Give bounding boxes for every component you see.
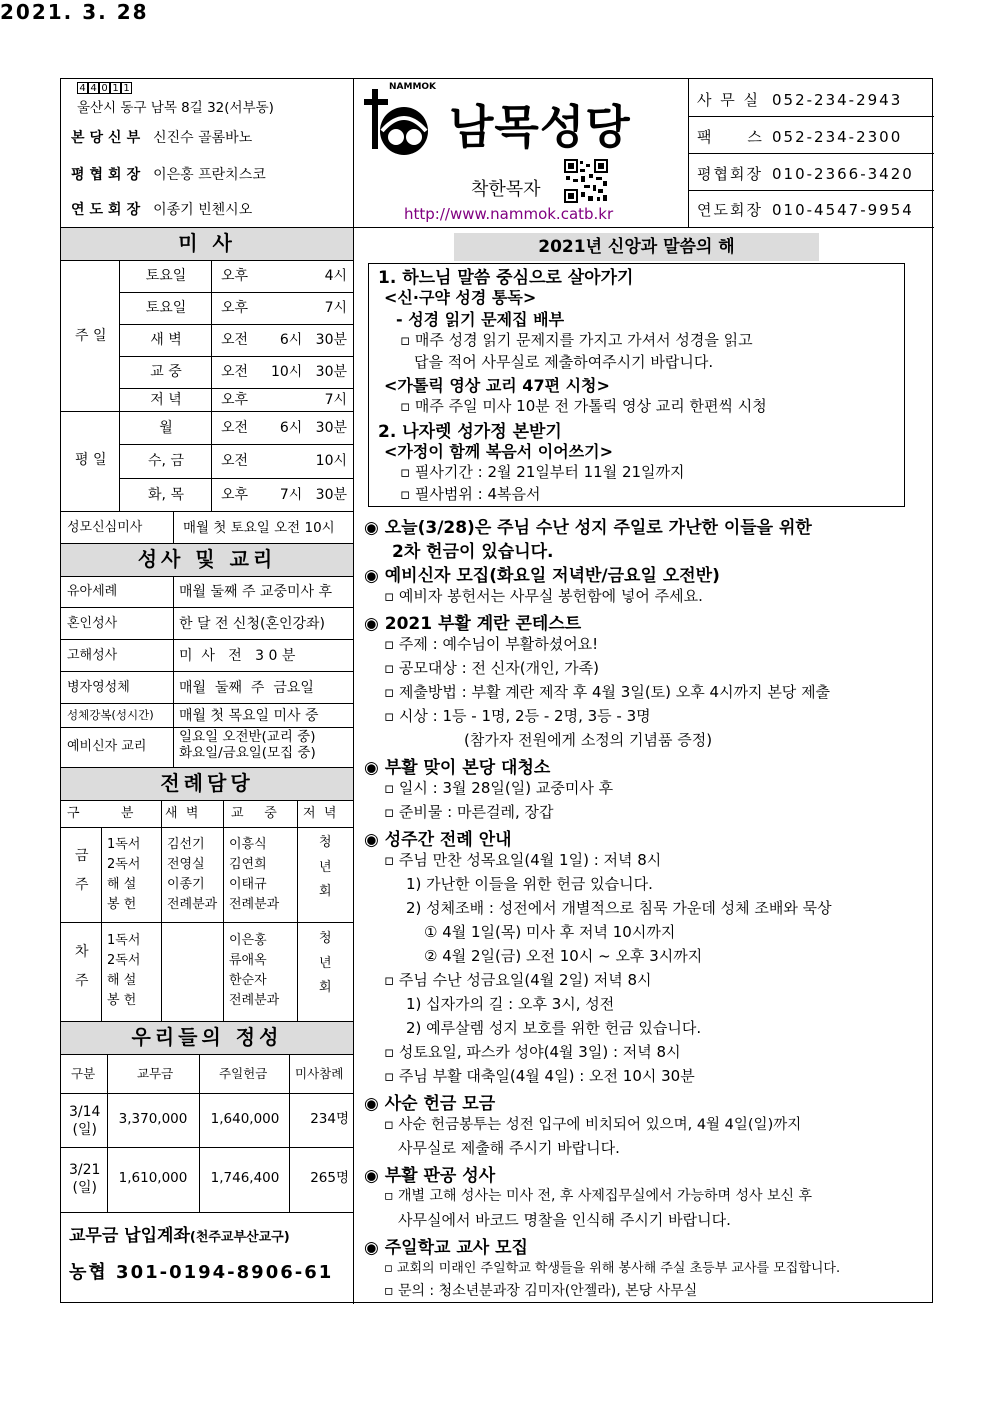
offering-header: 구분 (71, 1066, 96, 1081)
council-label: 평협회장 (71, 167, 146, 183)
notice-line: 2) 성체조배 : 성전에서 개별적으로 침묵 가운데 성체 조배와 묵상 (406, 899, 832, 917)
liturgy-role: 2독서 (107, 857, 141, 872)
notice-line: 2) 예루살렘 성지 보호를 위한 헌금 있습니다. (406, 1019, 702, 1037)
mass-time: 7시 (324, 392, 347, 408)
contact-value: 010-4547-9954 (772, 201, 914, 219)
next-week-evening: 청 년 회 (319, 931, 332, 996)
box-line: 2. 나자렛 성가정 본받기 (378, 422, 562, 442)
notice-line: ▫ 주님 수난 성금요일(4월 2일) 저녁 8시 (384, 971, 652, 989)
left-column (61, 227, 354, 1304)
contact-info (689, 79, 934, 227)
zip-digit: 1 (121, 82, 132, 94)
liturgy-role: 1독서 (107, 933, 141, 948)
sunday-label: 주 일 (75, 328, 107, 344)
mass-time: 7시 30분 (279, 487, 347, 503)
notice-line: ▫ 주님 부활 대축일(4월 4일) : 오전 10시 30분 (384, 1067, 695, 1085)
zip-digit: 4 (88, 82, 99, 94)
zip-digit: 0 (99, 82, 110, 94)
notice-line: ▫ 교회의 미래인 주일학교 학생들을 위해 봉사해 주실 초등부 교사를 모집합니다. (384, 1261, 841, 1276)
liturgy-header: 저 녁 (303, 806, 337, 821)
notice-line: ▫ 시상 : 1등 - 1명, 2등 - 2명, 3등 - 3명 (384, 707, 651, 725)
zip-digit: 4 (77, 82, 88, 94)
mass-ampm: 오후 (221, 268, 249, 284)
mass-day: 월 (159, 420, 173, 436)
box-line: <가톨릭 영상 교리 47편 시청> (384, 376, 610, 395)
pastor-name: 신진수 골롬바노 (153, 130, 253, 146)
mass-day: 화, 목 (148, 487, 184, 503)
notice-line: 사무실에서 바코드 명찰을 인식해 주시기 바랍니다. (398, 1211, 731, 1229)
mass-time: 4시 (324, 268, 347, 284)
box-line: <신·구약 성경 통독> (384, 288, 537, 307)
qr-code-icon (564, 159, 608, 203)
box-line: ▫ 매주 성경 읽기 문제지를 가지고 가셔서 성경을 읽고 (400, 331, 753, 349)
mass-time: 6시 30분 (279, 420, 347, 436)
offering-attendance: 234명 (310, 1111, 349, 1127)
parish-logo-block (354, 79, 689, 227)
mass-ampm: 오전 (221, 420, 249, 436)
notice-line: ▫ 성토요일, 파스카 성야(4월 3일) : 저녁 8시 (384, 1043, 681, 1061)
contact-value: 010-2366-3420 (772, 165, 914, 183)
right-column (354, 227, 934, 1304)
contact-value: 052-234-2300 (772, 128, 903, 146)
website-link[interactable]: http://www.nammok.catb.kr (404, 205, 614, 223)
notice-line: ▫ 예비자 봉헌서는 사무실 봉헌함에 넣어 주세요. (384, 587, 703, 605)
box-line: <가정이 함께 복음서 이어쓰기> (384, 442, 613, 461)
bulletin-frame (60, 78, 933, 1303)
offering-attendance: 265명 (310, 1170, 349, 1186)
liturgy-role: 2독서 (107, 953, 141, 968)
notice-line: ① 4월 1일(목) 미사 후 저녁 10시까지 (424, 923, 676, 941)
sacrament-value: 매월 둘째 주 교중미사 후 (179, 584, 333, 600)
catechumen-class-1: 일요일 오전반(교리 중) (179, 729, 316, 745)
offering-title: 우리들의 정성 (61, 1021, 353, 1055)
mass-day: 새 벽 (150, 332, 182, 348)
offering-header: 미사참례 (295, 1066, 344, 1081)
sacrament-value: 매월 첫 목요일 미사 중 (179, 708, 319, 724)
offering-header: 주일헌금 (219, 1066, 268, 1081)
notice-line: ▫ 주님 만찬 성목요일(4월 1일) : 저녁 8시 (384, 851, 662, 869)
mass-day: 저 녁 (150, 392, 182, 408)
notice-line: ② 4월 2일(금) 오전 10시 ~ 오후 3시까지 (424, 947, 703, 965)
account-number: 농협 301-0194-8906-61 (69, 1262, 334, 1283)
offering-dues: 1,610,000 (118, 1170, 188, 1186)
mass-ampm: 오후 (221, 487, 249, 503)
pastor-label: 본당신부 (71, 130, 146, 146)
sacraments-title: 성사 및 교리 (61, 543, 353, 577)
liturgy-role: 봉 헌 (107, 897, 137, 912)
sacrament-value: 한 달 전 신청(혼인강좌) (179, 616, 325, 632)
contact-label: 팩 스 (697, 128, 764, 146)
mass-ampm: 오전 (221, 364, 249, 380)
mass-ampm: 오전 (221, 453, 249, 469)
notice-heading: ◉ 2021 부활 계란 콘테스트 (364, 614, 582, 634)
contact-label: 사 무 실 (697, 91, 761, 109)
notice-heading: ◉ 예비신자 모집(화요일 저녁반/금요일 오전반) (364, 566, 720, 586)
liturgy-title: 전례담당 (61, 767, 353, 801)
sacrament-label: 병자영성체 (67, 680, 130, 695)
box-line: 답을 적어 사무실로 제출하여주시기 바랍니다. (414, 353, 714, 371)
catechumen-class-2: 화요일/금요일(모집 중) (179, 745, 316, 761)
notice-line: ▫ 주제 : 예수님이 부활하셨어요! (384, 635, 599, 653)
mass-day: 수, 금 (148, 453, 184, 469)
sacrament-label: 혼인성사 (67, 616, 118, 631)
liturgy-person: 전례분과 (229, 993, 280, 1008)
notice-heading: ◉ 부활 판공 성사 (364, 1166, 496, 1186)
notice-heading: ◉ 성주간 전례 안내 (364, 830, 512, 850)
liturgy-role: 해 설 (107, 877, 137, 892)
notice-heading: 2차 헌금이 있습니다. (392, 542, 554, 562)
notice-line: ▫ 일시 : 3월 28일(일) 교중미사 후 (384, 779, 614, 797)
liturgy-person: 한순자 (229, 973, 267, 988)
zip-code (77, 82, 132, 94)
box-line: ▫ 매주 주일 미사 10분 전 가톨릭 영상 교리 한편씩 시청 (400, 397, 767, 415)
mass-time: 10시 (315, 453, 347, 469)
this-week-label: 금 주 (75, 848, 89, 894)
address: 울산시 동구 남목 8길 32(서부동) (77, 100, 274, 116)
offering-dues: 3,370,000 (118, 1111, 188, 1127)
contact-label: 평협회장 (697, 165, 763, 183)
offering-header: 교무금 (137, 1066, 174, 1081)
sacrament-label: 성체강복(성시간) (67, 708, 154, 722)
offering-date: 3/21 (69, 1162, 101, 1178)
mass-time: 6시 30분 (279, 332, 347, 348)
liturgy-header: 구 분 (67, 806, 134, 821)
parish-info (61, 79, 354, 227)
offering-sunday: 1,640,000 (210, 1111, 280, 1127)
mass-time: 7시 (324, 300, 347, 316)
notice-line: ▫ 문의 : 청소년분과장 김미자(안젤라), 본당 사무실 (384, 1283, 698, 1299)
liturgy-person: 이은홍 (229, 933, 267, 948)
parish-name: 남목성당 (449, 100, 631, 154)
account-org: (천주교부산교구) (189, 1230, 290, 1245)
notice-heading: ◉ 부활 맞이 본당 대청소 (364, 758, 551, 778)
logo-small-text: NAMMOK (389, 82, 437, 92)
notice-line: ▫ 공모대상 : 전 신자(개인, 가족) (384, 659, 599, 677)
yeondo-name: 이종기 빈첸시오 (153, 202, 253, 218)
notice-heading: ◉ 사순 헌금 모금 (364, 1094, 496, 1114)
mass-ampm: 오전 (221, 332, 249, 348)
mass-ampm: 오후 (221, 300, 249, 316)
year-banner: 2021년 신앙과 말씀의 해 (454, 233, 819, 261)
offering-day: (일) (72, 1180, 97, 1196)
liturgy-person: 김연희 (229, 857, 267, 872)
catechumen-label: 예비신자 교리 (67, 739, 147, 754)
account-label: 교무금 납입계좌 (69, 1226, 190, 1246)
mass-ampm: 오후 (221, 392, 249, 408)
box-line: ▫ 필사기간 : 2월 21일부터 11월 21일까지 (400, 463, 685, 481)
liturgy-person: 이태규 (229, 877, 267, 892)
notice-line: (참가자 전원에게 소정의 기념품 증정) (464, 731, 713, 749)
sacrament-value: 미 사 전 3 0 분 (179, 648, 296, 664)
next-week-label: 차 주 (75, 944, 89, 990)
bulletin-date: 2021. 3. 28 (0, 0, 149, 24)
liturgy-person: 전영실 (167, 857, 205, 872)
notice-line: ▫ 개별 고해 성사는 미사 전, 후 사제집무실에서 가능하며 성사 보신 후 (384, 1188, 813, 1204)
sacrament-label: 유아세례 (67, 584, 118, 599)
liturgy-role: 1독서 (107, 837, 141, 852)
weekday-label: 평 일 (75, 452, 107, 468)
mass-day: 교 중 (150, 364, 182, 380)
liturgy-person: 이종기 (167, 877, 205, 892)
offering-day: (일) (72, 1122, 97, 1138)
this-week-evening: 청 년 회 (319, 835, 332, 900)
liturgy-person: 전례분과 (229, 897, 280, 912)
sacrament-value: 매월 둘째 주 금요일 (179, 680, 314, 696)
liturgy-person: 전례분과 (167, 897, 218, 912)
liturgy-person: 류애옥 (229, 953, 267, 968)
yeondo-label: 연도회장 (71, 202, 146, 218)
parish-motto: 착한목자 (471, 179, 541, 200)
liturgy-header: 새 벽 (165, 806, 199, 821)
box-line: ▫ 필사범위 : 4복음서 (400, 485, 541, 503)
parish-logo-icon (364, 85, 444, 165)
box-line: 1. 하느님 말씀 중심으로 살아가기 (378, 268, 634, 288)
marian-label: 성모신심미사 (67, 520, 143, 535)
box-line: - 성경 읽기 문제집 배부 (396, 310, 565, 329)
liturgy-role: 봉 헌 (107, 993, 137, 1008)
marian-value: 매월 첫 토요일 오전 10시 (183, 520, 335, 536)
offering-date: 3/14 (69, 1104, 101, 1120)
offering-sunday: 1,746,400 (210, 1170, 280, 1186)
notice-line: ▫ 준비물 : 마른걸레, 장갑 (384, 803, 554, 821)
notice-line: 1) 가난한 이들을 위한 헌금 있습니다. (406, 875, 653, 893)
notice-heading: ◉ 오늘(3/28)은 주님 수난 성지 주일로 가난한 이들을 위한 (364, 518, 812, 538)
contact-label: 연도회장 (697, 201, 763, 219)
notice-line: 1) 십자가의 길 : 오후 3시, 성전 (406, 995, 615, 1013)
liturgy-person: 이흥식 (229, 837, 267, 852)
mass-day: 토요일 (145, 268, 187, 284)
notice-line: ▫ 사순 헌금봉투는 성전 입구에 비치되어 있으며, 4월 4일(일)까지 (384, 1117, 802, 1133)
liturgy-header: 교 중 (231, 806, 277, 821)
mass-day: 토요일 (145, 300, 187, 316)
zip-digit: 1 (110, 82, 121, 94)
notice-line: 사무실로 제출해 주시기 바랍니다. (398, 1139, 620, 1157)
mass-time: 10시 30분 (270, 364, 347, 380)
liturgy-role: 해 설 (107, 973, 137, 988)
sacrament-label: 고해성사 (67, 648, 118, 663)
liturgy-person: 김선기 (167, 837, 205, 852)
council-name: 이은홍 프란치스코 (153, 167, 266, 183)
contact-value: 052-234-2943 (772, 91, 903, 109)
notice-line: ▫ 제출방법 : 부활 계란 제작 후 4월 3일(토) 오후 4시까지 본당 제출 (384, 683, 831, 701)
notice-heading: ◉ 주일학교 교사 모집 (364, 1238, 528, 1258)
mass-title: 미 사 (61, 227, 353, 261)
